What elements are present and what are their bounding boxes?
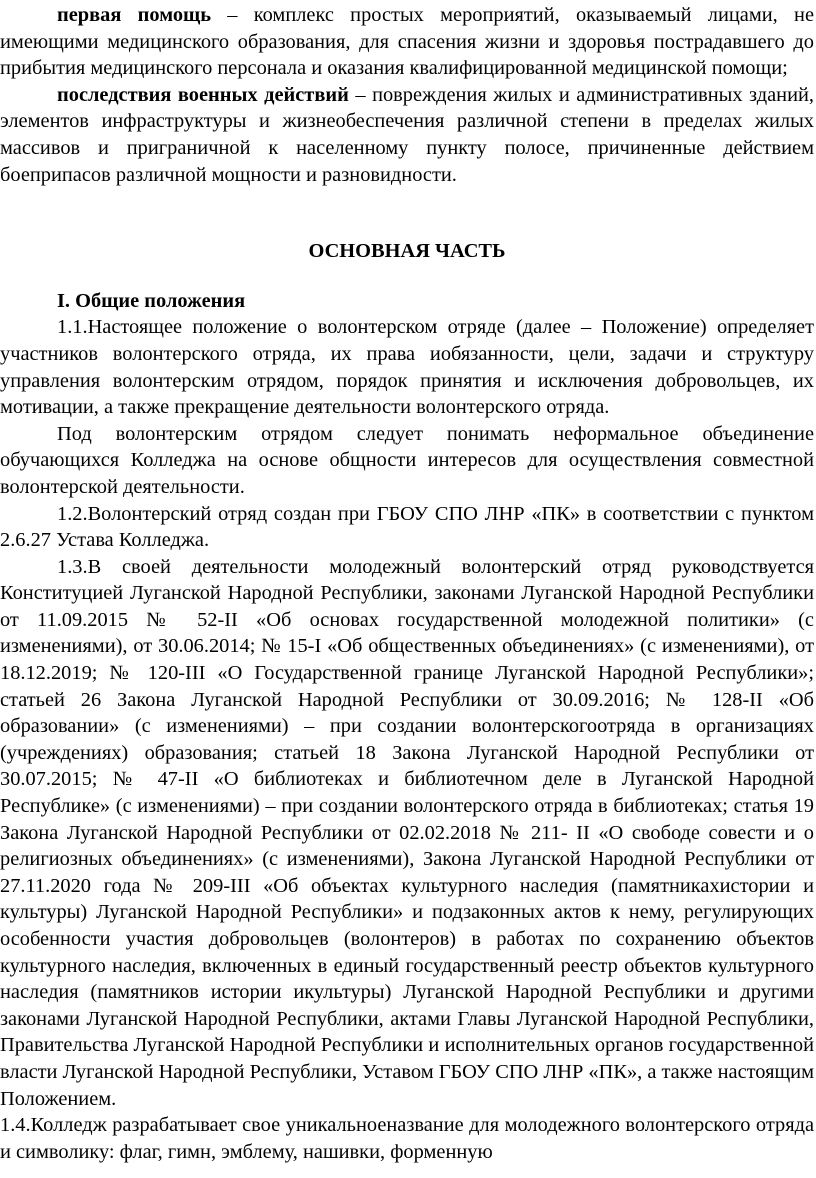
clause-1-3: 1.3.В своей деятельности молодежный волонтерский отряд руководствуется Конституцией Луганской Народной Республики, законами Луганской Народной Республики от 11.09.2015 № 52-II «Об основах государственной молодежной политики» (с изменениями), от 30.06.2014; № 15-I «Об общественных объединениях» (с изменениями), от 18.12.2019; № 120-III «О Государственной границе Луганской Народной Республики»; статьей 26 Закона Луганской Народной Республики от 30.09.2016; № 128-II «Об образовании» (с изменениями) – при создании волонтерскогоотряда в организациях (учреждениях) образования; статьей 18 Закона Луганской Народной Республики от 30.07.2015; № 47-II «О библиотеках и библиотечном деле в Луганской Народной Республике» (с изменениями) – при создании волонтерского отряда в библиотеках; статья 19 Закона Луганской Народной Республики от 02.02.2018 № 211- II «О свободе совести и о религиозных объединениях» (с изменениями), Закона Луганской Народной Республики от 27.11.2020 года № 209-III «Об объектах культурного наследия (памятникахистории и культуры) Луганской Народной Республики» и подзаконных актов к нему, регулирующих особенности участия добровольцев (волонтеров) в работах по сохранению объектов культурного наследия, включенных в единый государственный реестр объектов культурного наследия (памятников истории икультуры) Луганской Народной Республики и другими законами Луганской Народной Республики, актами Главы Луганской Народной Республики, Правительства Луганской Народной Республики и исполнительных органов государственной власти Луганской Народной Республики, Уставом ГБОУ СПО ЛНР «ПК», а также настоящим Положением. — [0, 555, 814, 1110]
clause-1-1: 1.1.Настоящее положение о волонтерском отряде (далее – Положение) определяет участников волонтерского отряда, их права иобязанности, цели, задачи и структуру управления волонтерским отрядом, порядок принятия и исключения добровольцев, их мотивации, а также прекращение деятельности волонтерского отряда. — [0, 316, 814, 419]
definition-text: – повреждения жилых и административных зданий, элементов инфраструктуры и жизнеобеспечения различной степени в пределах жилых массивов и приграничной к населенному пункту полосе, причиненные действием боеприпасов различной мощности и разновидности. — [0, 83, 814, 186]
clause-volunteer-definition: Под волонтерским отрядом следует понимать неформальное объединение обучающихся Колледжа на основе общности интересов для осуществления совместной волонтерской деятельности. — [0, 422, 814, 498]
clause-1-2: 1.2.Волонтерский отряд создан при ГБОУ СПО ЛНР «ПК» в соответствии с пунктом 2.6.27 Устава Колледжа. — [0, 502, 814, 552]
definition-first-aid — [0, 2, 814, 82]
definition-war-consequences — [0, 82, 814, 188]
clause-1-4: 1.4.Колледж разрабатывает свое уникальноеназвание для молодежного волонтерского отряда и символику: флаг, гимн, эмблему, нашивки, форменную — [0, 1114, 814, 1163]
main-heading: ОСНОВНАЯ ЧАСТЬ — [308, 240, 506, 263]
definition-term: последствия военных действий — [57, 83, 349, 106]
definition-text: – комплекс простых мероприятий, оказываемый лицами, не имеющими медицинского образования, для спасения жизни и здоровья пострадавшего до прибытия медицинского персонала и оказания квалифицированной медицинской помощи; — [0, 4, 814, 80]
section-title: I. Общие положения — [57, 289, 246, 312]
definition-term: первая помощь — [57, 4, 212, 26]
